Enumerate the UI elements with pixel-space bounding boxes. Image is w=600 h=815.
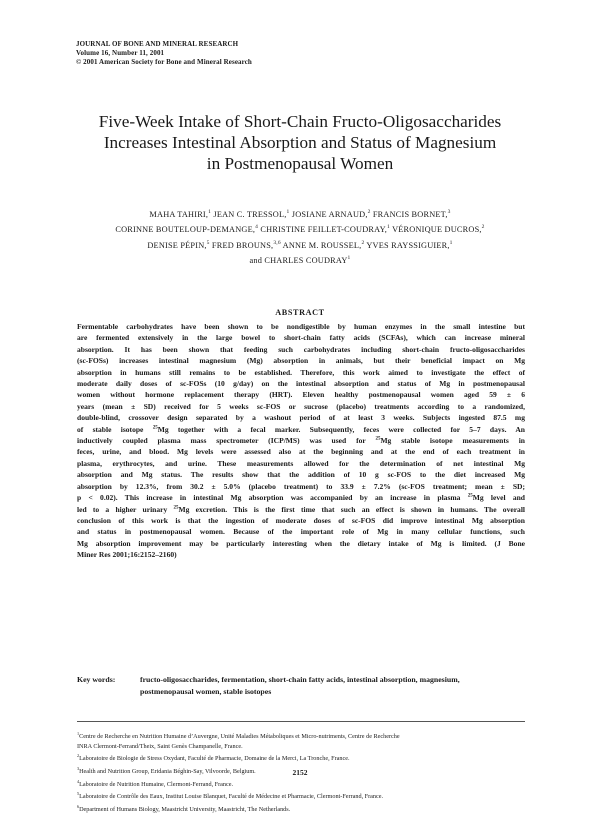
affiliation-mark: 2 <box>361 239 365 246</box>
title-line: Five-Week Intake of Short-Chain Fructo-Oligosaccharides <box>98 112 502 131</box>
abstract-line: and status in postmenopausal women. Because of the important role of Mg in many cellular functions, such <box>77 527 525 537</box>
author-name: YVES RAYSSIGUIER, <box>366 240 450 250</box>
abstract-line: inductively coupled plasma mass spectrometer (ICP/MS) was used for $^{25}$Mg stable isotope measurements in <box>77 436 525 446</box>
affiliation-mark: 1 <box>286 209 290 215</box>
affiliation-mark: 1 <box>347 255 351 262</box>
footnote-mark: 6 <box>77 803 80 809</box>
abstract-line: absorption in humans still remains to be established. Therefore, this work aimed to investigate the effect of <box>77 367 525 377</box>
isotope-mass-number: 25 <box>467 493 473 499</box>
title-line: Increases Intestinal Absorption and Status of Magnesium <box>103 133 497 152</box>
footnote-mark: 4 <box>77 778 80 784</box>
footnote <box>77 742 525 752</box>
abstract-line: (sc-FOSs) increases intestinal magnesium (Mg) absorption in animals, but their beneficial impact on Mg <box>77 356 525 366</box>
isotope-mass-number: 25 <box>375 436 381 442</box>
affiliation-mark: 3,6 <box>273 239 281 246</box>
abstract-line: are fermented extensively in the large bowel to short-chain fatty acids (SCFAs), which can increase mineral <box>77 333 525 343</box>
footnote-text: Health and Nutrition Group, Eridania Béghin-Say, Vilvoorde, Belgium. <box>79 767 256 775</box>
author-name: FRED BROUNS, <box>211 240 274 250</box>
author-name: CORINNE BOUTELOUP-DEMANGE, <box>115 225 256 235</box>
author-list <box>70 206 530 267</box>
author-line <box>70 252 530 267</box>
footnote-mark: 3 <box>77 765 80 771</box>
footnote-mark: 1 <box>77 731 80 736</box>
abstract-line: absorption. It has been shown that feeding such carbohydrates including short-chain fructo-oligosaccharides <box>77 344 525 354</box>
author-name: JEAN C. TRESSOL, <box>213 209 287 219</box>
abstract-line: feces, urine, and blood. Mg levels were assessed also at the beginning and at the end of each treatment in <box>77 447 525 457</box>
author-name: DENISE PÉPIN, <box>147 240 207 250</box>
footnote <box>77 802 525 815</box>
affiliation-mark: 1 <box>386 224 390 231</box>
footnote-text: Department of Humans Biology, Maastricht University, Maastricht, The Netherlands. <box>79 805 291 813</box>
footnote <box>77 777 525 790</box>
abstract-line: conclusion of this work is that the ingestion of moderate doses of sc-FOS did improve intestinal Mg absorption <box>77 515 525 525</box>
abstract-line: Miner Res 2001;16:2152–2160) <box>77 550 177 560</box>
footnote-text: Centre de Recherche en Nutrition Humaine d’Auvergne, Unité Maladies Métaboliques et Micro-nutriments, Centre de Recherche <box>79 733 400 741</box>
keywords-label: Key words: <box>77 675 116 684</box>
footnote-divider <box>77 721 525 722</box>
author-name: FRANCIS BORNET, <box>372 209 448 219</box>
journal-header <box>76 40 536 67</box>
author-line <box>70 206 530 221</box>
page-number: 2152 <box>292 768 308 777</box>
title-line: in Postmenopausal Women <box>206 154 394 173</box>
affiliation-mark: 3 <box>447 209 451 215</box>
footnote <box>77 751 525 764</box>
footnote-text: Laboratoire de Nutrition Humaine, Clermont-Ferrand, France. <box>79 780 234 788</box>
abstract-line: p < 0.02). This increase in intestinal Mg absorption was accompanied by an increase in plasma $^{25}$Mg level and <box>77 493 525 503</box>
journal-volume: Volume 16, Number 11, 2001 <box>76 49 165 57</box>
affiliation-mark: 4 <box>255 224 259 231</box>
isotope-mass-number: 25 <box>173 504 179 510</box>
abstract-line: double-blind, crossover design separated by a washout period of at least 3 weeks. Subjects ingested 87.5 mg <box>77 413 525 423</box>
abstract-line: led to a higher urinary $^{25}$Mg excretion. This is the first time that such an effect is shown in humans. The overall <box>77 504 526 514</box>
abstract-line: moderate daily doses of sc-FOSs (10 g/day) on the intestinal absorption and status of Mg in postmenopausal <box>77 379 525 389</box>
footnote-text: INRA Clermont-Ferrand/Theix, Saint Genès Champanelle, France. <box>77 742 243 750</box>
affiliation-mark: 1 <box>449 239 453 246</box>
footnote-text: Laboratoire de Biologie de Stress Oxydant, Faculté de Pharmacie, Domaine de la Merci, La Tronche, France. <box>79 755 350 763</box>
keywords-text <box>140 674 530 697</box>
affiliation-mark: 2 <box>367 209 371 215</box>
affiliation-mark: 2 <box>481 224 485 231</box>
footnote-text: Laboratoire de Contrôle des Eaux, Institut Louise Blanquet, Faculté de Médecine et Pharmacie, Clermont-Ferrand, France. <box>79 793 384 801</box>
abstract-line: of stable isotope $^{25}$Mg together with a fecal marker. Subsequently, feces were collected for 5–7 days. An <box>77 424 525 434</box>
abstract-line: Fermentable carbohydrates have been shown to be nondigestible by human enzymes in the small intestine but <box>77 322 525 331</box>
footnote-mark: 2 <box>77 753 80 759</box>
affiliation-mark: 1 <box>208 209 212 215</box>
footnote <box>77 789 525 802</box>
affiliation-mark: 5 <box>206 239 210 246</box>
isotope-mass-number: 25 <box>152 425 158 431</box>
article-title <box>70 111 530 174</box>
abstract-line: absorption by 12.3%, from 30.2 ± 5.0% (placebo treatment) to 33.9 ± 7.2% (sc-FOS treatment; mean ± SD; <box>77 481 525 491</box>
author-line <box>70 237 530 252</box>
journal-copyright: © 2001 American Society for Bone and Mineral Research <box>76 58 252 66</box>
author-name: JOSIANE ARNAUD, <box>291 209 368 219</box>
abstract-line: years (mean ± SD) received for 5 weeks sc-FOS or sucrose (placebo) treatments according to a randomized, <box>77 401 525 411</box>
abstract-line: women without hormone replacement therapy (HRT). Eleven healthy postmenopausal women aged 59 ± 6 <box>77 390 525 400</box>
abstract-heading: ABSTRACT <box>275 308 325 317</box>
journal-name: JOURNAL OF BONE AND MINERAL RESEARCH <box>76 40 239 48</box>
author-name: VÉRONIQUE DUCROS, <box>392 225 482 235</box>
keywords-line: postmenopausal women, stable isotopes <box>140 686 272 696</box>
abstract-body <box>77 321 525 561</box>
keywords-line: fructo-oligosaccharides, fermentation, short-chain fatty acids, intestinal absorption, magnesium, <box>140 675 460 684</box>
footnote <box>77 729 525 742</box>
abstract-line: absorption and Mg status. The results show that the addition of 10 g sc-FOS to the diet increased Mg <box>77 470 525 480</box>
author-line <box>70 221 530 236</box>
author-name: CHRISTINE FEILLET-COUDRAY, <box>260 225 387 235</box>
abstract-line: Mg absorption improvement may be particularly interesting when the dietary intake of Mg is limited. (J Bone <box>77 538 525 548</box>
author-name: ANNE M. ROUSSEL, <box>282 240 362 250</box>
author-name: MAHA TAHIRI, <box>149 209 209 219</box>
footnote-mark: 5 <box>77 791 80 797</box>
abstract-line: plasma, erythrocytes, and urine. These measurements allowed for the determination of net intestinal Mg <box>77 458 525 468</box>
author-name: and CHARLES COUDRAY <box>249 255 348 265</box>
